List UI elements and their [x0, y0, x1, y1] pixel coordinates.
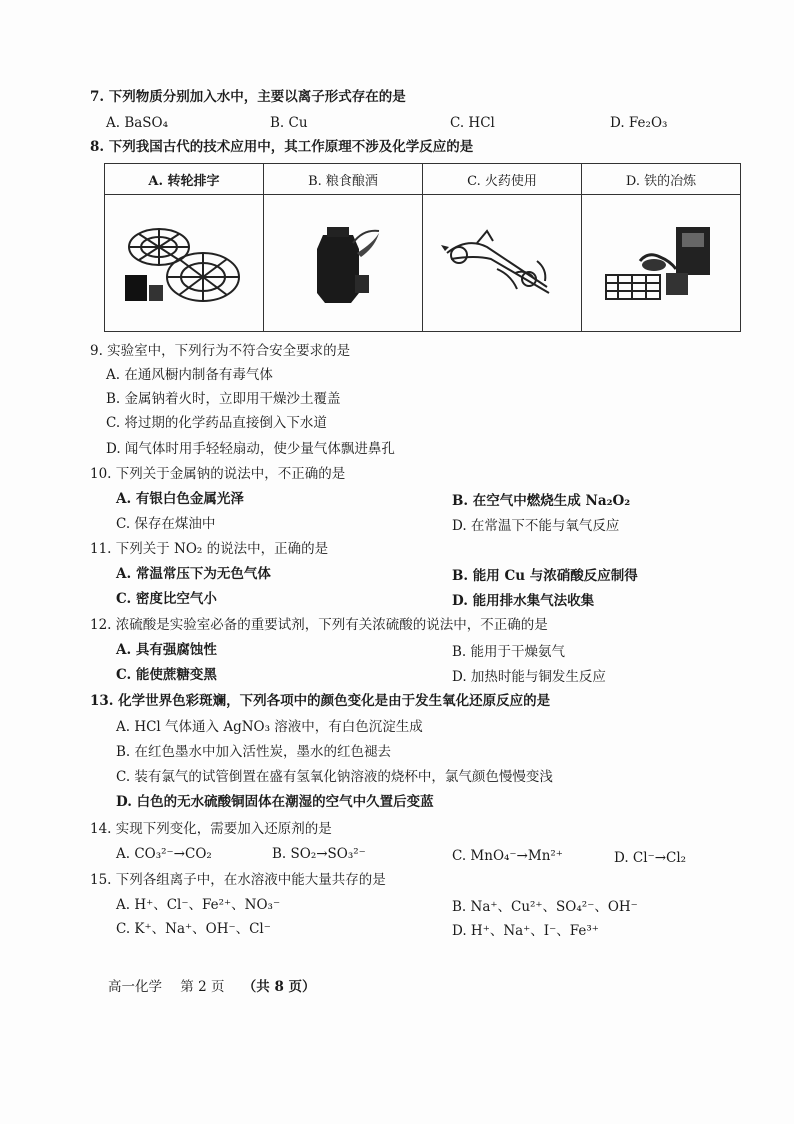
q10-option-d: D. 在常温下不能与氧气反应 — [452, 518, 620, 534]
q8-image-c — [423, 195, 582, 332]
footer-total-pages: （共 8 页） — [242, 979, 316, 995]
q15-option-a: A. H⁺、Cl⁻、Fe²⁺、NO₃⁻ — [116, 897, 281, 913]
q12-option-c: C. 能使蔗糖变黑 — [116, 667, 217, 683]
q14-option-d: D. Cl⁻→Cl₂ — [614, 850, 687, 866]
q15-option-b: B. Na⁺、Cu²⁺、SO₄²⁻、OH⁻ — [452, 899, 638, 915]
q14-option-c: C. MnO₄⁻→Mn²⁺ — [452, 848, 563, 864]
q14-option-a: A. CO₃²⁻→CO₂ — [116, 846, 212, 862]
q11-option-c: C. 密度比空气小 — [116, 591, 217, 607]
q13-option-c: C. 装有氯气的试管倒置在盛有氢氧化钠溶液的烧杯中，氯气颜色慢慢变浅 — [116, 769, 553, 785]
rotating-type-wheel-icon — [119, 213, 249, 313]
q13-option-b: B. 在红色墨水中加入活性炭，墨水的红色褪去 — [116, 744, 392, 760]
q13-option-a: A. HCl 气体通入 AgNO₃ 溶液中，有白色沉淀生成 — [116, 719, 423, 735]
q12-option-b: B. 能用于干燥氨气 — [452, 644, 566, 660]
q7-option-b: B. Cu — [270, 115, 308, 131]
q14-stem: 14. 实现下列变化，需要加入还原剂的是 — [90, 821, 332, 837]
q9-option-c: C. 将过期的化学药品直接倒入下水道 — [106, 415, 327, 431]
q9-option-d: D. 闻气体时用手轻轻扇动，使少量气体飘进鼻孔 — [106, 441, 395, 457]
q8-stem: 8. 下列我国古代的技术应用中，其工作原理不涉及化学反应的是 — [90, 139, 474, 155]
q12-stem: 12. 浓硫酸是实验室必备的重要试剂，下列有关浓硫酸的说法中，不正确的是 — [90, 617, 548, 633]
q7-option-d: D. Fe₂O₃ — [610, 115, 668, 131]
q15-stem: 15. 下列各组离子中，在水溶液中能大量共存的是 — [90, 872, 386, 888]
q10-option-a: A. 有银白色金属光泽 — [116, 491, 244, 507]
footer-page-number: 第 2 页 — [180, 979, 225, 995]
footer-subject: 高一化学 — [108, 979, 162, 995]
q15-option-c: C. K⁺、Na⁺、OH⁻、Cl⁻ — [116, 921, 271, 937]
q10-option-c: C. 保存在煤油中 — [116, 516, 216, 532]
q11-option-b: B. 能用 Cu 与浓硝酸反应制得 — [452, 568, 638, 584]
q11-stem: 11. 下列关于 NO₂ 的说法中，正确的是 — [90, 541, 329, 557]
q12-option-d: D. 加热时能与铜发生反应 — [452, 669, 606, 685]
q7-option-a: A. BaSO₄ — [106, 115, 169, 131]
q9-stem: 9. 实验室中，下列行为不符合安全要求的是 — [90, 343, 351, 359]
q8-header-c: C. 火药使用 — [423, 164, 582, 195]
q8-header-b: B. 粮食酿酒 — [264, 164, 423, 195]
q11-option-d: D. 能用排水集气法收集 — [452, 593, 595, 609]
q8-image-b — [264, 195, 423, 332]
q12-option-a: A. 具有强腐蚀性 — [116, 642, 217, 658]
page-footer — [108, 975, 330, 995]
q7-option-c: C. HCl — [450, 115, 495, 131]
q8-header-a: A. 转轮排字 — [105, 164, 264, 195]
q8-header-d: D. 铁的冶炼 — [582, 164, 741, 195]
gunpowder-rocket-icon — [437, 213, 567, 313]
q14-option-b: B. SO₂→SO₃²⁻ — [272, 846, 366, 862]
q8-options-table — [104, 163, 741, 332]
q9-option-a: A. 在通风橱内制备有毒气体 — [106, 367, 273, 383]
q13-option-d: D. 白色的无水硫酸铜固体在潮湿的空气中久置后变蓝 — [116, 794, 434, 810]
q7-stem: 7. 下列物质分别加入水中，主要以离子形式存在的是 — [90, 89, 406, 105]
wine-brewing-jar-icon — [293, 213, 393, 313]
q9-option-b: B. 金属钠着火时，立即用干燥沙土覆盖 — [106, 391, 341, 407]
q8-image-a — [105, 195, 264, 332]
iron-smelting-furnace-icon — [596, 213, 726, 313]
q10-stem: 10. 下列关于金属钠的说法中，不正确的是 — [90, 466, 346, 482]
q13-stem: 13. 化学世界色彩斑斓，下列各项中的颜色变化是由于发生氧化还原反应的是 — [90, 693, 551, 709]
q10-option-b: B. 在空气中燃烧生成 Na₂O₂ — [452, 493, 631, 509]
q15-option-d: D. H⁺、Na⁺、I⁻、Fe³⁺ — [452, 923, 599, 939]
q11-option-a: A. 常温常压下为无色气体 — [116, 566, 271, 582]
q8-image-d — [582, 195, 741, 332]
